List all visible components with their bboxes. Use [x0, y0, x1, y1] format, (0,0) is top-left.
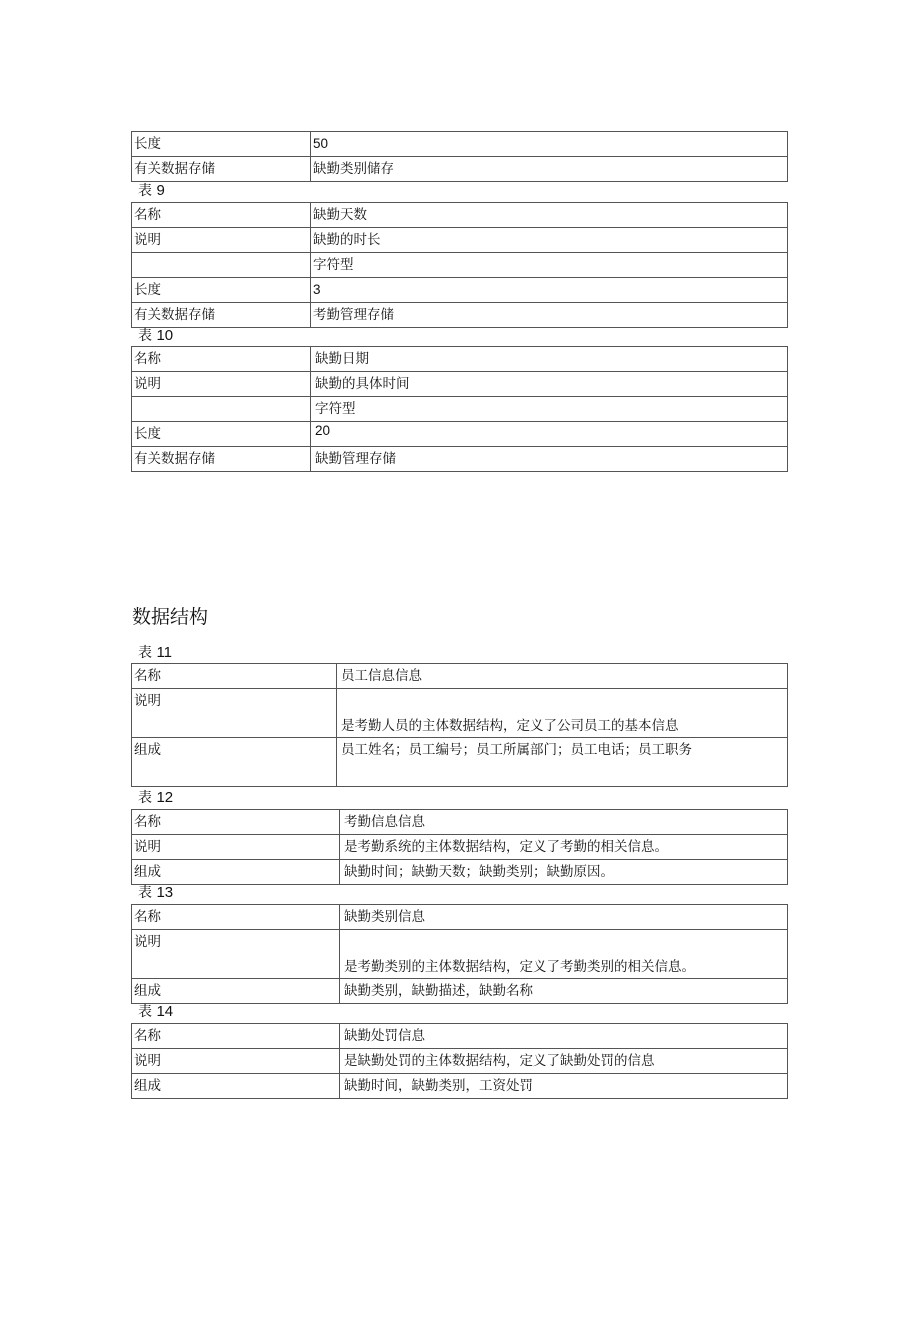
table-row — [132, 1024, 788, 1049]
table-row — [132, 1074, 788, 1099]
row-value: 50 — [311, 132, 788, 157]
row-value: 缺勤类别储存 — [311, 157, 788, 182]
row-label: 长度 — [132, 132, 311, 157]
row-value: 3 — [311, 278, 788, 303]
table-14 — [131, 1023, 788, 1099]
row-label: 说明 — [132, 835, 340, 860]
table-prev — [131, 131, 788, 182]
row-label: 有关数据存储 — [132, 157, 311, 182]
caption-prefix: 表 — [138, 790, 152, 806]
row-value: 缺勤管理存储 — [311, 447, 788, 472]
table-12 — [131, 809, 788, 885]
table-11 — [131, 663, 788, 787]
row-label: 组成 — [132, 860, 340, 885]
table-row — [132, 905, 788, 930]
table-row — [132, 689, 788, 738]
table-row — [132, 664, 788, 689]
caption-number: 9 — [156, 182, 165, 199]
table-row — [132, 303, 788, 328]
table-row — [132, 372, 788, 397]
row-value: 字符型 — [311, 253, 788, 278]
row-value: 是考勤类别的主体数据结构，定义了考勤类别的相关信息。 — [340, 930, 788, 979]
row-label — [132, 397, 311, 422]
row-value: 缺勤时间，缺勤类别，工资处罚 — [340, 1074, 788, 1099]
caption-number: 10 — [156, 327, 174, 344]
table-13-caption — [138, 885, 173, 901]
row-label: 名称 — [132, 347, 311, 372]
row-label: 组成 — [132, 738, 337, 787]
row-value: 缺勤日期 — [311, 347, 788, 372]
table-row — [132, 810, 788, 835]
caption-number: 13 — [156, 884, 174, 901]
row-value: 缺勤天数 — [311, 203, 788, 228]
table-row — [132, 347, 788, 372]
row-value: 20 — [311, 422, 788, 447]
caption-prefix: 表 — [138, 183, 152, 199]
row-value: 缺勤时间；缺勤天数；缺勤类别；缺勤原因。 — [340, 860, 788, 885]
caption-prefix: 表 — [138, 328, 152, 344]
row-label: 名称 — [132, 664, 337, 689]
caption-prefix: 表 — [138, 885, 152, 901]
table-row — [132, 738, 788, 787]
row-value: 缺勤处罚信息 — [340, 1024, 788, 1049]
table-9 — [131, 202, 788, 328]
row-value: 缺勤类别信息 — [340, 905, 788, 930]
table-row — [132, 278, 788, 303]
row-label: 说明 — [132, 1049, 340, 1074]
row-value: 考勤管理存储 — [311, 303, 788, 328]
caption-number: 11 — [156, 644, 173, 661]
table-10 — [131, 346, 788, 472]
caption-prefix: 表 — [138, 1004, 152, 1020]
table-row — [132, 860, 788, 885]
table-row — [132, 1049, 788, 1074]
caption-number: 12 — [156, 789, 174, 806]
table-row — [132, 228, 788, 253]
row-label: 名称 — [132, 203, 311, 228]
row-label: 说明 — [132, 228, 311, 253]
row-value: 缺勤的具体时间 — [311, 372, 788, 397]
table-row — [132, 930, 788, 979]
table-row — [132, 835, 788, 860]
row-label: 组成 — [132, 1074, 340, 1099]
row-label: 长度 — [132, 278, 311, 303]
row-value: 考勤信息信息 — [340, 810, 788, 835]
table-14-caption — [138, 1004, 173, 1020]
table-9-caption — [138, 183, 165, 199]
table-row — [132, 397, 788, 422]
table-10-caption — [138, 328, 173, 344]
row-label: 说明 — [132, 930, 340, 979]
row-label — [132, 253, 311, 278]
caption-prefix: 表 — [138, 645, 152, 661]
row-label: 说明 — [132, 689, 337, 738]
row-label: 有关数据存储 — [132, 303, 311, 328]
row-label: 名称 — [132, 810, 340, 835]
table-12-caption — [138, 790, 173, 806]
row-value: 是缺勤处罚的主体数据结构，定义了缺勤处罚的信息 — [340, 1049, 788, 1074]
row-value: 员工姓名；员工编号；员工所属部门；员工电话；员工职务 — [337, 738, 788, 787]
section-heading: 数据结构 — [132, 606, 209, 628]
row-label: 有关数据存储 — [132, 447, 311, 472]
row-value: 字符型 — [311, 397, 788, 422]
row-label: 长度 — [132, 422, 311, 447]
row-label: 名称 — [132, 905, 340, 930]
row-label: 组成 — [132, 979, 340, 1004]
table-11-caption — [138, 645, 172, 661]
row-value: 缺勤的时长 — [311, 228, 788, 253]
table-row — [132, 447, 788, 472]
table-row — [132, 157, 788, 182]
row-label: 名称 — [132, 1024, 340, 1049]
table-13 — [131, 904, 788, 1004]
caption-number: 14 — [156, 1003, 174, 1020]
row-value: 缺勤类别，缺勤描述，缺勤名称 — [340, 979, 788, 1004]
row-label: 说明 — [132, 372, 311, 397]
row-value: 是考勤人员的主体数据结构，定义了公司员工的基本信息 — [337, 689, 788, 738]
row-value: 员工信息信息 — [337, 664, 788, 689]
table-row — [132, 422, 788, 447]
table-row — [132, 979, 788, 1004]
table-row — [132, 203, 788, 228]
row-value: 是考勤系统的主体数据结构，定义了考勤的相关信息。 — [340, 835, 788, 860]
table-row — [132, 253, 788, 278]
table-row — [132, 132, 788, 157]
